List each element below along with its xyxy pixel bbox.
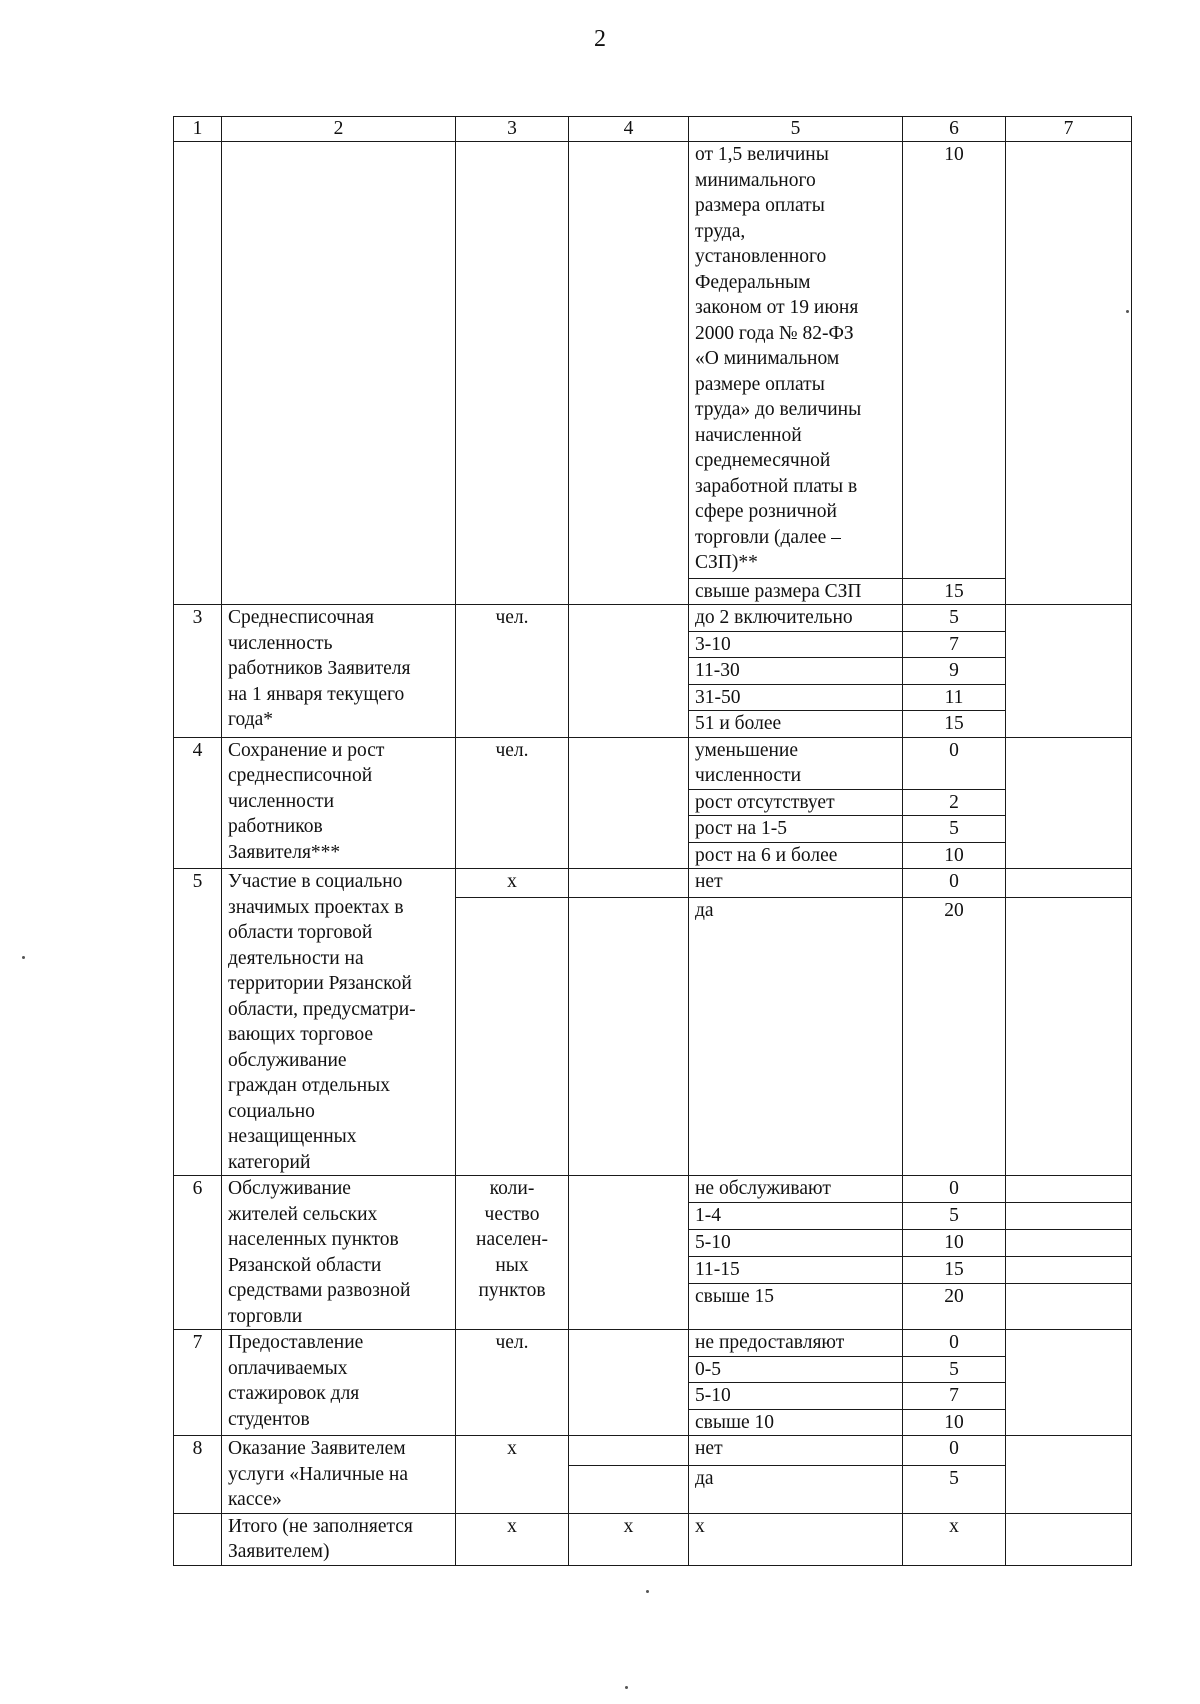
table-row xyxy=(174,1330,1132,1357)
c4-cell xyxy=(569,605,689,738)
c7-cell xyxy=(1006,1230,1132,1257)
c7-cell xyxy=(1006,1284,1132,1330)
c7-cell xyxy=(1006,1436,1132,1514)
header-cell: 7 xyxy=(1006,117,1132,142)
option-label: не предоставляют xyxy=(689,1330,903,1357)
c4-cell xyxy=(569,1465,689,1513)
num-cell xyxy=(174,142,222,605)
c4-cell xyxy=(569,898,689,1176)
option-score: 11 xyxy=(903,684,1006,711)
option-score: 20 xyxy=(903,898,1006,1176)
option-label: свыше 10 xyxy=(689,1409,903,1436)
header-cell: 2 xyxy=(222,117,456,142)
option-score: 5 xyxy=(903,816,1006,843)
c7-cell xyxy=(1006,737,1132,869)
num-cell: 8 xyxy=(174,1436,222,1514)
unit-cell: коли- чество населен- ных пунктов xyxy=(456,1176,569,1330)
option-score: 20 xyxy=(903,1284,1006,1330)
c4-cell xyxy=(569,142,689,605)
option-score: 7 xyxy=(903,631,1006,658)
scan-speck xyxy=(625,1686,628,1689)
unit-cell: чел. xyxy=(456,605,569,738)
num-cell: 7 xyxy=(174,1330,222,1436)
header-cell: 1 xyxy=(174,117,222,142)
option-score: 10 xyxy=(903,1409,1006,1436)
option-score: 10 xyxy=(903,142,1006,579)
num-cell: 4 xyxy=(174,737,222,869)
header-cell: 3 xyxy=(456,117,569,142)
unit-cell: х xyxy=(456,869,569,898)
criteria-table xyxy=(173,116,1132,1566)
option-score: 0 xyxy=(903,1436,1006,1466)
criterion-cell: Участие в социально значимых проектах в области торговой деятельности на территории Рязанской области, предусматри- вающих торговое обслуживание граждан отдельных социально незащищенных категорий xyxy=(222,869,456,1176)
criterion-cell: Среднесписочная численность работников Заявителя на 1 января текущего года* xyxy=(222,605,456,738)
option-label: не обслуживают xyxy=(689,1176,903,1203)
criterion-cell: Сохранение и рост среднесписочной численности работников Заявителя*** xyxy=(222,737,456,869)
c7-cell xyxy=(1006,869,1132,898)
option-score: 0 xyxy=(903,1330,1006,1357)
option-label: 51 и более xyxy=(689,711,903,738)
table-row xyxy=(174,1436,1132,1466)
option-score: 15 xyxy=(903,578,1006,605)
num-cell: 5 xyxy=(174,869,222,1176)
c4-cell xyxy=(569,1330,689,1436)
option-label: 0-5 xyxy=(689,1356,903,1383)
option-label: 11-30 xyxy=(689,658,903,685)
option-score: 0 xyxy=(903,737,1006,789)
table-row xyxy=(174,869,1132,898)
option-score: 0 xyxy=(903,1176,1006,1203)
c7-cell xyxy=(1006,1203,1132,1230)
header-row xyxy=(174,117,1132,142)
criterion-cell: Обслуживание жителей сельских населенных пунктов Рязанской области средствами развозной торговли xyxy=(222,1176,456,1330)
total-c3: х xyxy=(456,1513,569,1565)
c7-cell xyxy=(1006,898,1132,1176)
num-cell xyxy=(174,1513,222,1565)
criterion-cell: Оказание Заявителем услуги «Наличные на кассе» xyxy=(222,1436,456,1514)
scan-speck xyxy=(1126,310,1129,313)
table-row xyxy=(174,737,1132,789)
table-row xyxy=(174,1176,1132,1203)
option-label: нет xyxy=(689,1436,903,1466)
header-cell: 5 xyxy=(689,117,903,142)
option-score: 0 xyxy=(903,869,1006,898)
table-row xyxy=(174,142,1132,579)
scan-speck xyxy=(22,956,25,959)
option-label: уменьшение численности xyxy=(689,737,903,789)
num-cell: 3 xyxy=(174,605,222,738)
option-score: 7 xyxy=(903,1383,1006,1410)
option-label: рост отсутствует xyxy=(689,789,903,816)
option-score: 15 xyxy=(903,1257,1006,1284)
unit-cell xyxy=(456,142,569,605)
option-label: 3-10 xyxy=(689,631,903,658)
option-score: 9 xyxy=(903,658,1006,685)
unit-cell: чел. xyxy=(456,737,569,869)
c7-cell xyxy=(1006,142,1132,605)
num-cell: 6 xyxy=(174,1176,222,1330)
option-label: рост на 1-5 xyxy=(689,816,903,843)
unit-cell: х xyxy=(456,1436,569,1514)
unit-cell xyxy=(456,898,569,1176)
option-score: 2 xyxy=(903,789,1006,816)
total-c6: х xyxy=(903,1513,1006,1565)
option-label: 5-10 xyxy=(689,1383,903,1410)
option-score: 10 xyxy=(903,842,1006,869)
option-score: 5 xyxy=(903,1465,1006,1513)
total-c5: х xyxy=(689,1513,903,1565)
c4-cell xyxy=(569,1176,689,1330)
option-label: 1-4 xyxy=(689,1203,903,1230)
c4-cell xyxy=(569,869,689,898)
option-label: да xyxy=(689,1465,903,1513)
criterion-cell: Предоставление оплачиваемых стажировок для студентов xyxy=(222,1330,456,1436)
option-label: 11-15 xyxy=(689,1257,903,1284)
option-label: свыше размера СЗП xyxy=(689,578,903,605)
c7-cell xyxy=(1006,1513,1132,1565)
c7-cell xyxy=(1006,1330,1132,1436)
total-row xyxy=(174,1513,1132,1565)
table-row xyxy=(174,605,1132,632)
option-score: 5 xyxy=(903,1356,1006,1383)
c7-cell xyxy=(1006,1176,1132,1203)
option-score: 10 xyxy=(903,1230,1006,1257)
option-score: 5 xyxy=(903,605,1006,632)
total-c4: х xyxy=(569,1513,689,1565)
option-label: да xyxy=(689,898,903,1176)
option-label: 5-10 xyxy=(689,1230,903,1257)
option-label: свыше 15 xyxy=(689,1284,903,1330)
page-number: 2 xyxy=(594,26,606,52)
header-cell: 6 xyxy=(903,117,1006,142)
c4-cell xyxy=(569,1436,689,1466)
option-label: от 1,5 величины минимального размера оплаты труда, установленного Федеральным законом от 19 июня 2000 года № 82-ФЗ «О минимальном размере оплаты труда» до величины начисленной среднемесячной заработной платы в сфере розничной торговли (далее – СЗП)** xyxy=(689,142,903,579)
c7-cell xyxy=(1006,605,1132,738)
option-label: 31-50 xyxy=(689,684,903,711)
total-label: Итого (не заполняется Заявителем) xyxy=(222,1513,456,1565)
option-label: рост на 6 и более xyxy=(689,842,903,869)
header-cell: 4 xyxy=(569,117,689,142)
scan-speck xyxy=(646,1590,649,1593)
criterion-cell xyxy=(222,142,456,605)
c4-cell xyxy=(569,737,689,869)
option-score: 15 xyxy=(903,711,1006,738)
option-score: 5 xyxy=(903,1203,1006,1230)
option-label: нет xyxy=(689,869,903,898)
unit-cell: чел. xyxy=(456,1330,569,1436)
option-label: до 2 включительно xyxy=(689,605,903,632)
c7-cell xyxy=(1006,1257,1132,1284)
